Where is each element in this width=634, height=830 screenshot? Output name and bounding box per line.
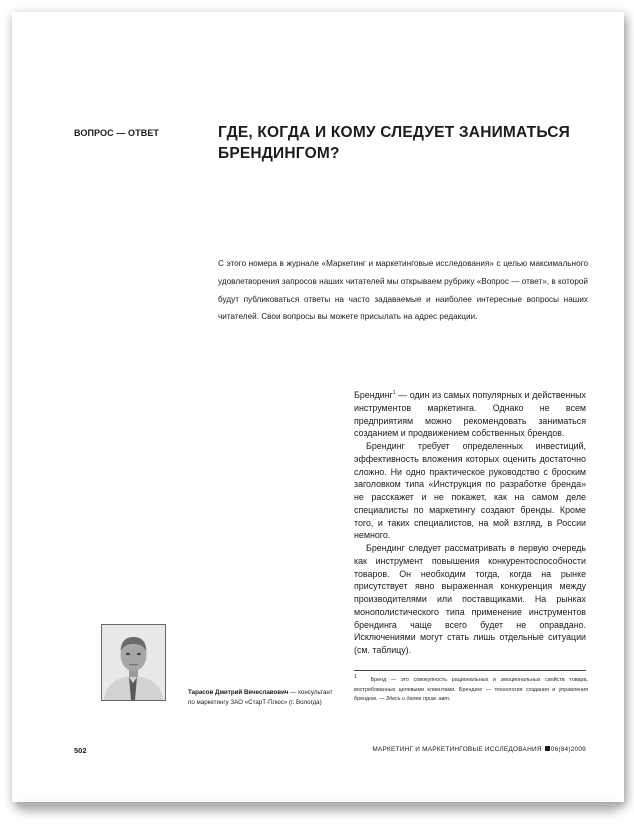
author-photo	[101, 624, 166, 701]
footnote-note: Здесь и далее прим. авт.	[385, 696, 451, 702]
branding-term: Брендинг	[354, 390, 393, 400]
body-paragraph-2: Брендинг требует определенных инвестиций, эффективность вложения которых оценить достаточно сложно. Ни одно практическое руководство с броским заголовком типа «Инструкция по разработке бренда» не расскажет и не покажет, как на самом деле специалисты по маркетингу создают бренды. Кроме того, и таких специалистов, на мой взгляд, в России немного.	[354, 441, 586, 541]
running-footer	[372, 746, 586, 753]
footnote	[354, 676, 588, 705]
title-line-2: БРЕНДИНГОМ?	[218, 145, 340, 162]
footnote-text: Бренд — это совокупность рациональных и эмоциональных свойств товара, востребованных целевыми клиентами. Брендинг — технология создания и управления брендом. —	[354, 677, 588, 702]
issue-number: 06(84)2009	[550, 746, 586, 753]
rubric-label: ВОПРОС — ОТВЕТ	[74, 128, 160, 138]
author-caption	[188, 688, 333, 708]
intro-paragraph: С этого номера в журнале «Маркетинг и маркетинговые исследования» с целью максимального удовлетворения запросов наших читателей мы открываем рубрику «Вопрос — ответ», в которой будут публиковаться ответы на часто задаваемые и наиболее интересные вопросы наших читателей. Свои вопросы вы можете присылать на адрес редакции.	[218, 259, 588, 322]
square-separator-icon	[545, 746, 550, 751]
page-number: 502	[74, 746, 87, 755]
author-portrait-image	[102, 625, 165, 700]
title-line-1: ГДЕ, КОГДА И КОМУ СЛЕДУЕТ ЗАНИМАТЬСЯ	[218, 124, 571, 141]
body-paragraph-1-text: — один из самых популярных и действенных инструментов маркетинга. Однако не всем предприятиям можно рекомендовать заниматься созданием и продвижением собственных брендов.	[354, 390, 586, 439]
author-name: Тарасов Дмитрий Вячеславович	[188, 689, 289, 696]
footnote-divider	[354, 670, 586, 671]
footnote-number: 1	[354, 674, 357, 681]
body-paragraph-1	[354, 389, 586, 440]
article-title	[218, 122, 598, 164]
journal-name: МАРКЕТИНГ И МАРКЕТИНГОВЫЕ ИССЛЕДОВАНИЯ	[372, 746, 542, 753]
article-body	[354, 389, 586, 657]
author-role: — консультант по маркетингу ЗАО «СтарТ-Плюс» (г. Вологда)	[188, 689, 333, 706]
magazine-page	[12, 12, 624, 802]
footnote-ref: 1	[392, 390, 396, 397]
body-paragraph-3: Брендинг следует рассматривать в первую очередь как инструмент повышения конкурентоспособности товаров. Он необходим тогда, когда на рынке присутствует явно выраженная конкуренция между производителями или поставщиками. На рынках монополистического типа применение инструментов брендинга чаще всего будет не оправдано. Исключениями могут стать лишь отдельные ситуации (см. таблицу).	[354, 543, 586, 655]
